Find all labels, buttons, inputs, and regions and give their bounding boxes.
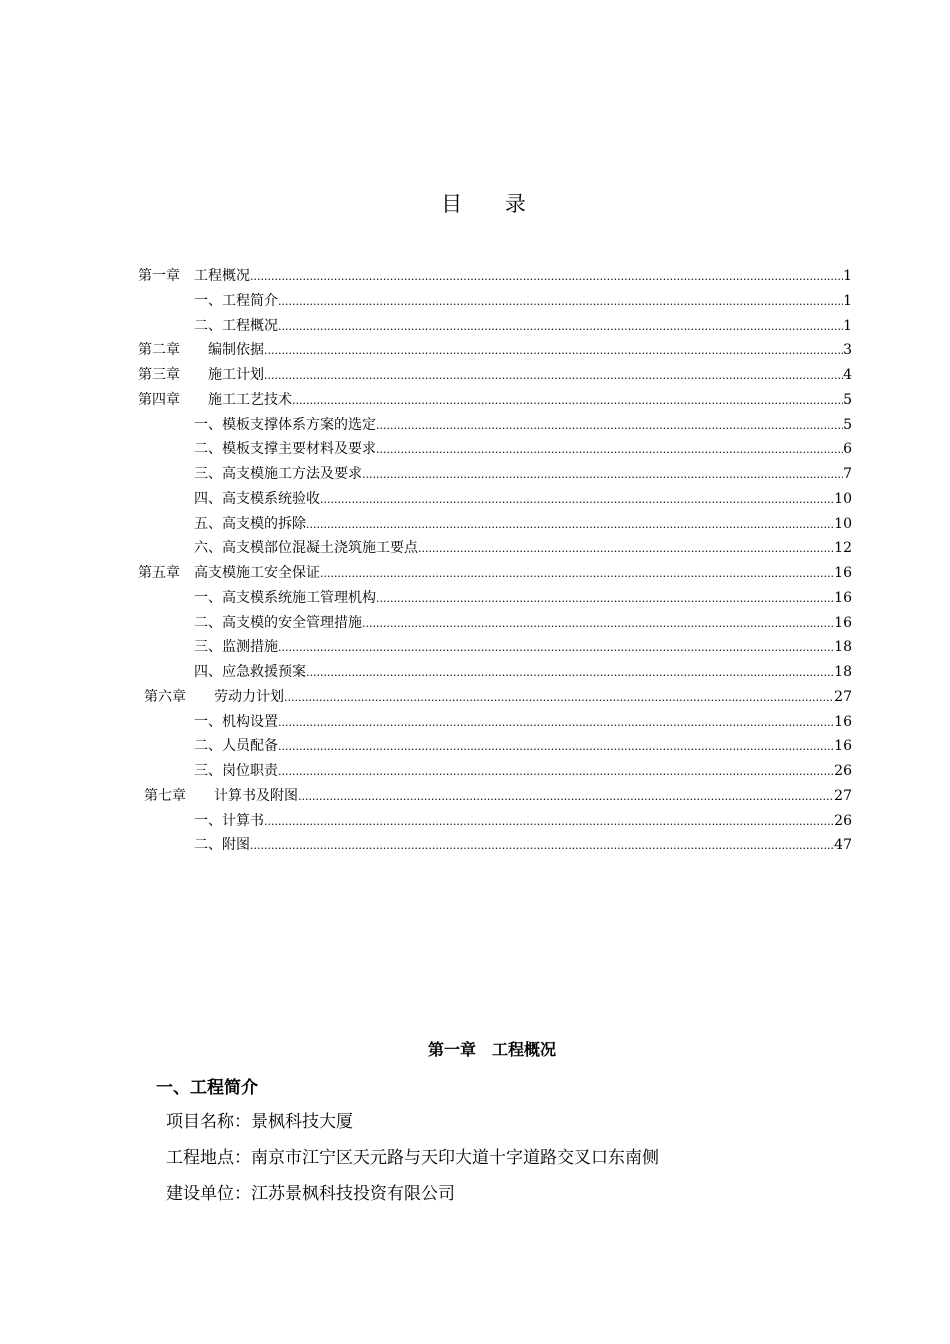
toc-leader-dots: [278, 710, 834, 735]
toc-title: 目 录: [441, 192, 544, 216]
toc-entry-page: 16: [834, 614, 852, 631]
toc-entry-page: 27: [834, 688, 852, 705]
toc-entry-page: 4: [843, 367, 852, 383]
project-name-line: 项目名称：景枫科技大厦: [166, 1112, 353, 1132]
toc-entry-label: 四、高支模系统验收: [194, 490, 320, 507]
toc-leader-dots: [376, 586, 834, 611]
toc-entry-page: 18: [834, 639, 852, 656]
toc-leader-dots: [264, 363, 843, 388]
toc-entry-label: 第一章 工程概况: [138, 268, 250, 284]
section-title: 一、工程简介: [156, 1078, 258, 1098]
toc-entry-label: 四、应急救援预案: [194, 664, 306, 680]
toc-entry[interactable]: [138, 437, 852, 462]
toc-entry-label: 一、计算书: [194, 812, 264, 829]
toc-entry[interactable]: [138, 536, 852, 561]
toc-entry-label: 第四章 施工工艺技术: [138, 391, 292, 408]
toc-entry[interactable]: [138, 710, 852, 735]
toc-entry-page: 26: [834, 763, 852, 779]
toc-entry[interactable]: [138, 784, 852, 809]
toc-entry-page: 16: [834, 589, 852, 606]
toc-entry[interactable]: [138, 561, 852, 586]
toc-entry-page: 16: [834, 713, 852, 730]
toc-leader-dots: [362, 462, 843, 487]
toc-entry[interactable]: [138, 660, 852, 685]
toc-entry-label: 第七章 计算书及附图: [144, 787, 298, 804]
toc-entry-page: 10: [834, 515, 852, 532]
toc-entry-label: 一、模板支撑体系方案的选定: [194, 416, 376, 433]
chapter-title: 第一章 工程概况: [428, 1040, 557, 1059]
toc-leader-dots: [376, 437, 843, 462]
toc-entry-label: 一、工程简介: [194, 292, 278, 309]
toc-entry-page: 6: [843, 441, 852, 458]
toc-entry[interactable]: [138, 264, 852, 289]
toc-entry-label: 二、高支模的安全管理措施: [194, 614, 362, 631]
toc-leader-dots: [264, 338, 843, 363]
toc-entry-page: 26: [834, 812, 852, 829]
toc-entry-label: 第三章 施工计划: [138, 367, 264, 383]
toc-entry-page: 1: [843, 268, 852, 284]
toc-entry[interactable]: [138, 611, 852, 636]
toc-entry[interactable]: [138, 289, 852, 314]
toc-leader-dots: [250, 264, 843, 289]
toc-leader-dots: [278, 635, 834, 660]
toc-entry-label: 一、高支模系统施工管理机构: [194, 589, 376, 606]
toc-entry-page: 1: [843, 317, 852, 334]
toc-entry[interactable]: [138, 586, 852, 611]
toc-entry[interactable]: [138, 685, 852, 710]
toc-entry-page: 16: [834, 565, 852, 581]
toc-entry-page: 5: [843, 416, 852, 433]
toc-leader-dots: [278, 289, 843, 314]
toc-entry-label: 三、监测措施: [194, 639, 278, 656]
toc-entry-page: 47: [834, 837, 852, 854]
toc-entry[interactable]: [138, 635, 852, 660]
toc-entry-page: 1: [843, 292, 852, 309]
toc-entry-page: 27: [834, 787, 852, 804]
toc-entry-label: 三、高支模施工方法及要求: [194, 466, 362, 482]
toc-leader-dots: [320, 487, 834, 512]
toc-entry[interactable]: [138, 413, 852, 438]
toc-entry-label: 三、岗位职责: [194, 763, 278, 779]
table-of-contents: [138, 264, 852, 858]
toc-entry-label: 第二章 编制依据: [138, 342, 264, 359]
toc-entry-page: 10: [834, 490, 852, 507]
toc-entry-label: 二、模板支撑主要材料及要求: [194, 441, 376, 458]
toc-leader-dots: [362, 611, 834, 636]
toc-entry[interactable]: [138, 388, 852, 413]
toc-entry[interactable]: [138, 314, 852, 339]
toc-leader-dots: [418, 536, 834, 561]
toc-entry[interactable]: [138, 462, 852, 487]
toc-leader-dots: [278, 314, 843, 339]
toc-entry[interactable]: [138, 734, 852, 759]
toc-leader-dots: [306, 660, 834, 685]
toc-entry[interactable]: [138, 809, 852, 834]
toc-entry-page: 3: [843, 342, 852, 359]
toc-leader-dots: [278, 759, 834, 784]
toc-entry-label: 二、附图: [194, 837, 250, 854]
toc-entry[interactable]: [138, 833, 852, 858]
toc-entry-page: 18: [834, 664, 852, 680]
toc-leader-dots: [264, 809, 834, 834]
toc-entry[interactable]: [138, 759, 852, 784]
toc-entry-label: 第六章 劳动力计划: [144, 688, 284, 705]
toc-leader-dots: [278, 734, 834, 759]
toc-entry[interactable]: [138, 512, 852, 537]
client-line: 建设单位：江苏景枫科技投资有限公司: [166, 1184, 455, 1204]
toc-entry[interactable]: [138, 338, 852, 363]
toc-entry-label: 一、机构设置: [194, 713, 278, 730]
toc-entry[interactable]: [138, 363, 852, 388]
toc-entry-page: 7: [843, 466, 852, 482]
toc-leader-dots: [292, 388, 843, 413]
toc-entry-page: 12: [834, 540, 852, 557]
project-location-line: 工程地点：南京市江宁区天元路与天印大道十字道路交叉口东南侧: [166, 1148, 659, 1168]
toc-leader-dots: [298, 784, 834, 809]
toc-entry-label: 二、工程概况: [194, 317, 278, 334]
toc-entry-page: 16: [834, 738, 852, 755]
toc-leader-dots: [284, 685, 834, 710]
toc-leader-dots: [320, 561, 834, 586]
toc-leader-dots: [306, 512, 834, 537]
toc-entry-page: 5: [843, 391, 852, 408]
toc-leader-dots: [376, 413, 843, 438]
toc-entry-label: 二、人员配备: [194, 738, 278, 755]
toc-leader-dots: [250, 833, 834, 858]
toc-entry-label: 第五章 高支模施工安全保证: [138, 565, 320, 581]
toc-entry[interactable]: [138, 487, 852, 512]
toc-entry-label: 五、高支模的拆除: [194, 515, 306, 532]
toc-entry-label: 六、高支模部位混凝土浇筑施工要点: [194, 540, 418, 557]
